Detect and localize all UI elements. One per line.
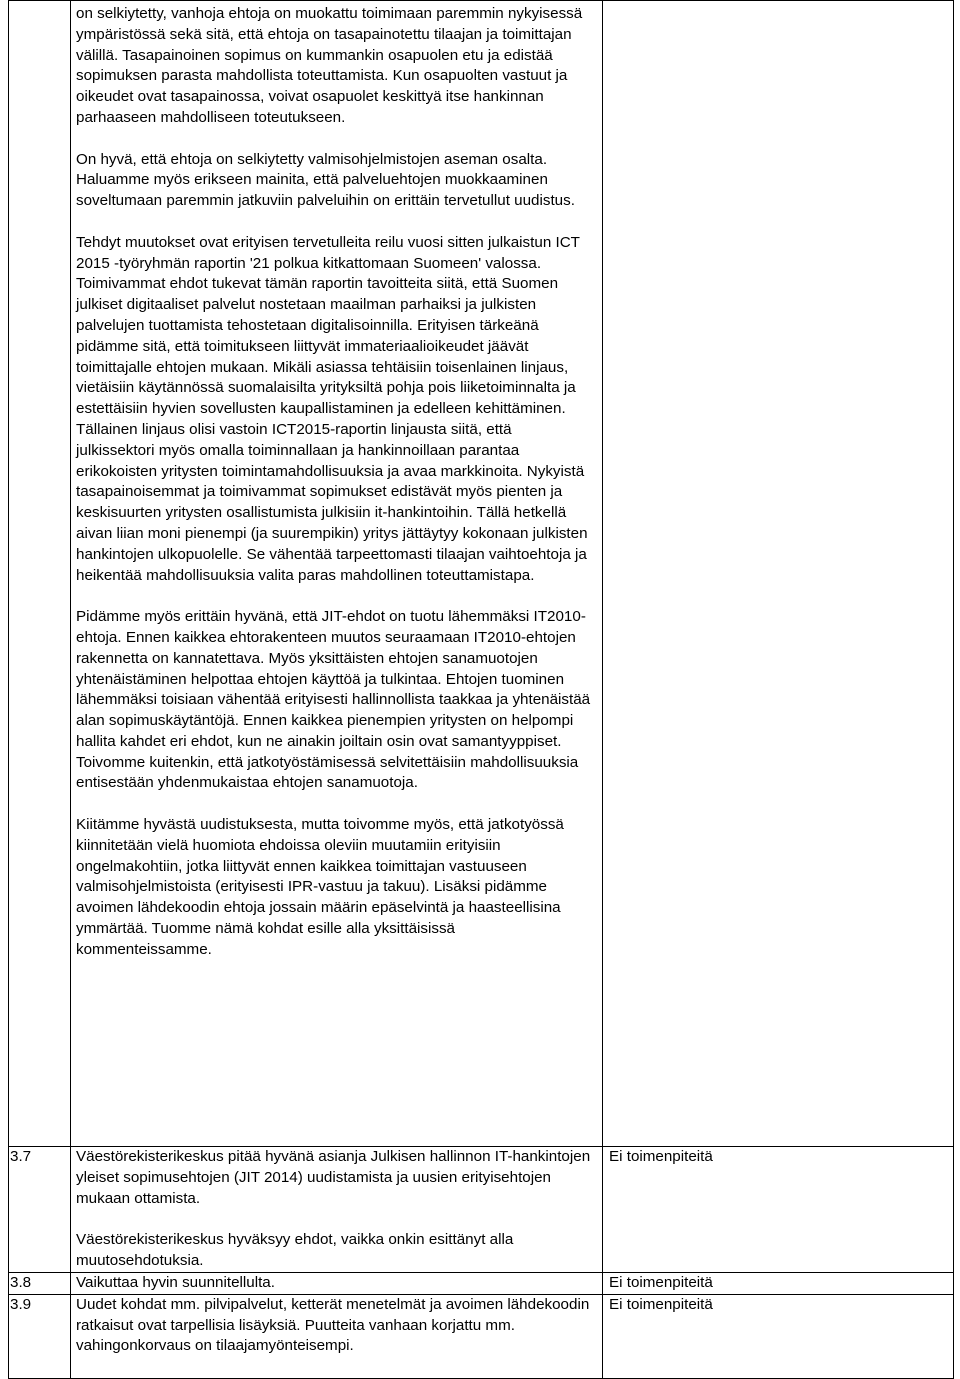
row-number: 3.7 — [9, 1147, 71, 1273]
row-number — [9, 1, 71, 1147]
comment-text — [71, 1147, 603, 1273]
comment-text — [71, 1294, 603, 1378]
paragraph: Väestörekisterikeskus pitää hyvänä asianja Julkisen hallinnon IT-hankintojen yleiset sopimusehtojen (JIT 2014) uudistamista ja uusien erityisehtojen mukaan ottamista. — [76, 1148, 591, 1207]
comment-text — [71, 1, 603, 1147]
paragraph: On hyvä, että ehtoja on selkiytetty valmisohjelmistojen aseman osalta. Haluamme myös erikseen mainita, että palveluehtojen muokkaaminen soveltumaan paremmin jatkuviin palveluihin on erittäin tervetullut uudistus. — [76, 150, 575, 210]
paragraph: on selkiytetty, vanhoja ehtoja on muokattu toimimaan paremmin nykyisessä ympäristössä sekä sitä, että ehtoja on tasapainotettu tilaajan ja toimittajan välillä. Tasapainoinen sopimus on kummankin osapuolen etu ja edistää sopimuksen parasta mahdollista toteuttamista. Kun osapuolten vastuut ja oikeudet ovat tasapainossa, voivat osapuolet keskittyä itse hankinnan parhaaseen mahdolliseen toteutukseen. — [76, 5, 583, 126]
action-status: Ei toimenpiteitä — [603, 1272, 954, 1294]
paragraph: Kiitämme hyvästä uudistuksesta, mutta toivomme myös, että jatkotyössä kiinnitetään vielä huomiota ehdoissa oleviin muutamiin erityisiin ongelmakohtiin, jotka liittyvät ennen kaikkea toimittajan vastuuseen valmisohjelmistoista (erityisesti IPR-vastuu ja takuu). Lisäksi pidämme avoimen lähdekoodin ehtoja jossain määrin epäselvintä ja haasteellisina ymmärtää. Tuomme nämä kohdat esille alla yksittäisissä kommenteissamme. — [76, 816, 564, 958]
paragraph: Tehdyt muutokset ovat erityisen tervetulleita reilu vuosi sitten julkaistun ICT 2015 -työryhmän raportin '21 polkua kitkattomaan Suomeen' valossa. Toimivammat ehdot tukevat tämän raportin tavoitteita siitä, että Suomen julkiset digitaaliset palvelut nostetaan maailman parhaiksi ja julkisten palvelujen tuottamista tehostetaan digitalisoinnilla. Erityisen tärkeänä pidämme sitä, että toimitukseen liittyvät immateriaalioikeudet jäävät toimittajalle ehtojen mukaan. Mikäli asiassa tehtäisiin toisenlainen linjaus, vietäisiin käytännössä suomalaisilta yrityksiltä pohja pois liiketoiminnalta ja estettäisiin hyvien sovellusten kaupallistaminen ja edelleen kehittäminen. Tällainen linjaus olisi vastoin ICT2015-raportin linjausta siitä, että julkissektori myös omalla toiminnallaan ja hankinnoillaan parantaa erikokoisten yritysten toimintamahdollisuuksia ja avaa markkinoita. Nykyistä tasapainoisemmat ja toimivammat sopimukset edistävät myös pienten ja keskisuurten yritysten osallistumista julkisiin it-hankintoihin. Tällä hetkellä aivan liian moni pienempi (ja suurempikin) yritys jättäytyy kokonaan julkisten hankintojen ulkopuolelle. Se vähentää tarpeettomasti tilaajan vaihtoehtoja ja heikentää mahdollisuuksia valita paras mahdollinen toteuttamistapa. — [76, 233, 588, 584]
comments-table — [8, 0, 954, 1379]
row-number: 3.9 — [9, 1294, 71, 1378]
table-row — [9, 1294, 954, 1378]
action-status — [603, 1, 954, 1147]
table-row — [9, 1272, 954, 1294]
action-status: Ei toimenpiteitä — [603, 1147, 954, 1273]
comment-text — [71, 1272, 603, 1294]
table-row — [9, 1147, 954, 1273]
paragraph: Pidämme myös erittäin hyvänä, että JIT-ehdot on tuotu lähemmäksi IT2010-ehtoja. Ennen kaikkea ehtorakenteen muutos seuraamaan IT2010-ehtojen rakennetta on kannatettava. Myös yksittäisten ehtojen sanamuotojen yhtenäistäminen helpottaa ehtojen käyttöä ja tulkintaa. Ehtojen tuominen lähemmäksi toisiaan vähentää erityisesti hallinnollista taakkaa ja yhtenäistää alan sopimuskäytäntöjä. Ennen kaikkea pienempien yritysten on helpompi hallita kahdet eri ehdot, kun ne ainakin joiltain osin ovat samantyyppiset. Toivomme kuitenkin, että jatkotyöstämisessä selvitettäisiin mahdollisuuksia entisestään yhdenmukaistaa ehtojen sanamuotoja. — [76, 608, 591, 792]
action-status: Ei toimenpiteitä — [603, 1294, 954, 1378]
paragraph: Vaikuttaa hyvin suunnitellulta. — [76, 1273, 275, 1291]
row-number: 3.8 — [9, 1272, 71, 1294]
paragraph: Uudet kohdat mm. pilvipalvelut, ketterät menetelmät ja avoimen lähdekoodin ratkaisut ovat tarpellisia lisäyksiä. Puutteita vanhaan korjattu mm. vahingonkorvaus on tilaajamyönteisempi. — [76, 1295, 590, 1355]
paragraph: Väestörekisterikeskus hyväksyy ehdot, vaikka onkin esittänyt alla muutosehdotuksia. — [76, 1231, 514, 1269]
table-row — [9, 1, 954, 1147]
